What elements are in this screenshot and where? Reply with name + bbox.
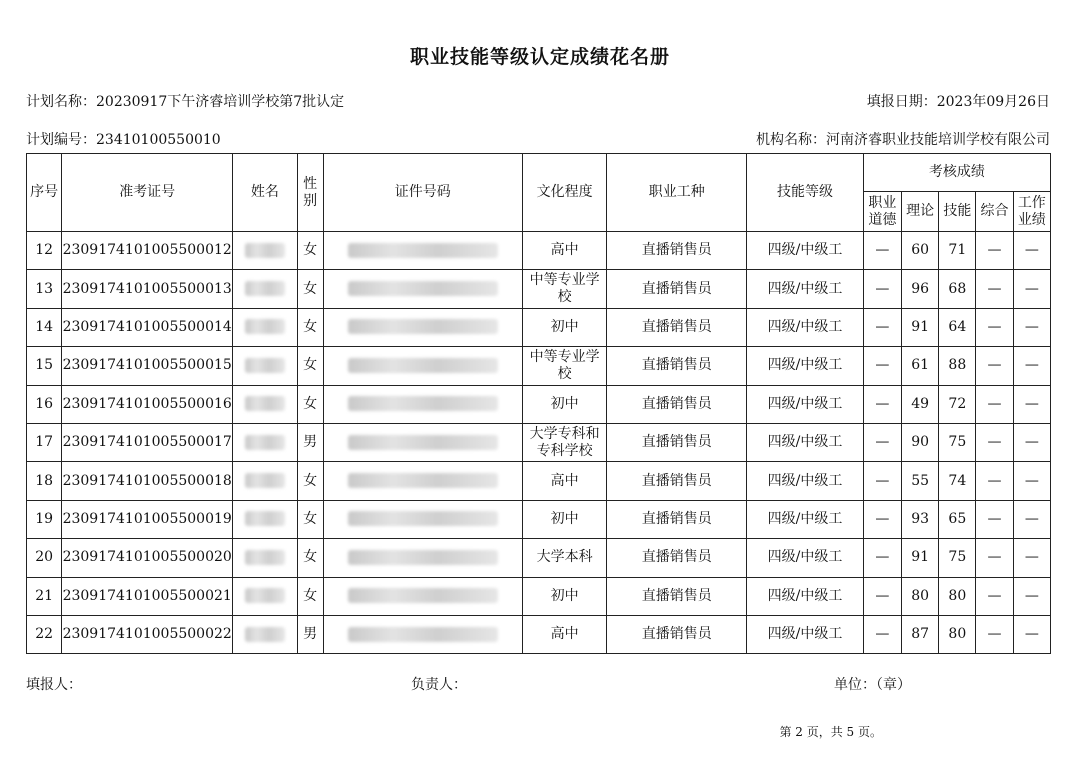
cell-ethics: —	[863, 347, 901, 385]
cell-ethics: —	[863, 462, 901, 500]
table-row	[27, 539, 1051, 577]
cell-theory: 61	[902, 347, 939, 385]
unit-seal-label: 单位：（章）	[834, 677, 911, 693]
header-overall: 综合	[976, 192, 1013, 232]
cell-gender: 女	[297, 500, 323, 538]
cell-exam-no: 2309174101005500015	[62, 347, 233, 385]
cell-theory: 91	[902, 539, 939, 577]
cell-exam-no: 2309174101005500013	[62, 270, 233, 308]
cell-level: 四级/中级工	[747, 270, 864, 308]
cell-ethics: —	[863, 385, 901, 423]
cell-overall: —	[976, 308, 1013, 346]
cell-occupation: 直播销售员	[607, 500, 747, 538]
cell-seq: 21	[27, 577, 62, 615]
cell-education: 中等专业学校	[522, 270, 606, 308]
cell-level: 四级/中级工	[747, 423, 864, 461]
id-cell-redacted	[323, 385, 522, 423]
cell-skill: 75	[939, 423, 976, 461]
header-exam-no: 准考证号	[62, 154, 233, 232]
name-cell-redacted	[233, 385, 297, 423]
cell-work: —	[1013, 539, 1050, 577]
cell-level: 四级/中级工	[747, 462, 864, 500]
cell-ethics: —	[863, 500, 901, 538]
table-header	[27, 154, 1051, 232]
cell-work: —	[1013, 308, 1050, 346]
header-gender: 性别	[297, 154, 323, 232]
cell-seq: 17	[27, 423, 62, 461]
cell-overall: —	[976, 423, 1013, 461]
name-cell-redacted	[233, 500, 297, 538]
cell-ethics: —	[863, 308, 901, 346]
cell-occupation: 直播销售员	[607, 462, 747, 500]
cell-exam-no: 2309174101005500017	[62, 423, 233, 461]
cell-ethics: —	[863, 270, 901, 308]
redacted-name	[245, 319, 285, 334]
cell-overall: —	[976, 577, 1013, 615]
cell-overall: —	[976, 385, 1013, 423]
cell-ethics: —	[863, 577, 901, 615]
header-ethics: 职业道德	[863, 192, 901, 232]
cell-theory: 60	[902, 232, 939, 270]
cell-gender: 男	[297, 423, 323, 461]
cell-level: 四级/中级工	[747, 577, 864, 615]
cell-seq: 13	[27, 270, 62, 308]
cell-overall: —	[976, 462, 1013, 500]
cell-occupation: 直播销售员	[607, 423, 747, 461]
cell-education: 大学本科	[522, 539, 606, 577]
redacted-name	[245, 550, 285, 565]
cell-theory: 80	[902, 577, 939, 615]
cell-level: 四级/中级工	[747, 232, 864, 270]
redacted-id-number	[348, 435, 498, 450]
redacted-id-number	[348, 588, 498, 603]
cell-occupation: 直播销售员	[607, 577, 747, 615]
cell-occupation: 直播销售员	[607, 385, 747, 423]
cell-occupation: 直播销售员	[607, 615, 747, 653]
cell-seq: 14	[27, 308, 62, 346]
cell-exam-no: 2309174101005500016	[62, 385, 233, 423]
plan-code: 计划编号：23410100550010	[26, 132, 221, 148]
cell-occupation: 直播销售员	[607, 539, 747, 577]
cell-work: —	[1013, 500, 1050, 538]
redacted-name	[245, 243, 285, 258]
cell-level: 四级/中级工	[747, 347, 864, 385]
fill-date: 填报日期：2023年09月26日	[866, 94, 1050, 110]
name-cell-redacted	[233, 270, 297, 308]
name-cell-redacted	[233, 232, 297, 270]
redacted-name	[245, 627, 285, 642]
table-row	[27, 500, 1051, 538]
header-work: 工作业绩	[1013, 192, 1050, 232]
cell-gender: 女	[297, 232, 323, 270]
cell-ethics: —	[863, 615, 901, 653]
cell-occupation: 直播销售员	[607, 347, 747, 385]
cell-education: 高中	[522, 232, 606, 270]
header-name: 姓名	[233, 154, 297, 232]
name-cell-redacted	[233, 539, 297, 577]
table-body	[27, 232, 1051, 654]
header-skill: 技能	[939, 192, 976, 232]
page-number: 第 2 页，共 5 页。	[779, 725, 882, 739]
name-cell-redacted	[233, 308, 297, 346]
cell-occupation: 直播销售员	[607, 308, 747, 346]
id-cell-redacted	[323, 347, 522, 385]
cell-overall: —	[976, 539, 1013, 577]
cell-theory: 55	[902, 462, 939, 500]
cell-gender: 女	[297, 539, 323, 577]
cell-work: —	[1013, 423, 1050, 461]
cell-occupation: 直播销售员	[607, 270, 747, 308]
cell-exam-no: 2309174101005500019	[62, 500, 233, 538]
cell-skill: 72	[939, 385, 976, 423]
cell-skill: 88	[939, 347, 976, 385]
cell-seq: 18	[27, 462, 62, 500]
redacted-id-number	[348, 396, 498, 411]
cell-gender: 女	[297, 462, 323, 500]
id-cell-redacted	[323, 577, 522, 615]
id-cell-redacted	[323, 270, 522, 308]
cell-gender: 女	[297, 385, 323, 423]
id-cell-redacted	[323, 539, 522, 577]
org-name: 机构名称：河南济睿职业技能培训学校有限公司	[756, 132, 1050, 148]
cell-theory: 93	[902, 500, 939, 538]
cell-education: 初中	[522, 385, 606, 423]
cell-ethics: —	[863, 423, 901, 461]
cell-skill: 65	[939, 500, 976, 538]
cell-skill: 68	[939, 270, 976, 308]
cell-education: 高中	[522, 462, 606, 500]
cell-overall: —	[976, 615, 1013, 653]
redacted-name	[245, 396, 285, 411]
cell-work: —	[1013, 232, 1050, 270]
cell-level: 四级/中级工	[747, 615, 864, 653]
cell-seq: 19	[27, 500, 62, 538]
cell-skill: 80	[939, 577, 976, 615]
table-row	[27, 462, 1051, 500]
redacted-id-number	[348, 473, 498, 488]
cell-level: 四级/中级工	[747, 500, 864, 538]
table-row	[27, 577, 1051, 615]
cell-work: —	[1013, 385, 1050, 423]
cell-education: 初中	[522, 500, 606, 538]
redacted-id-number	[348, 319, 498, 334]
cell-work: —	[1013, 577, 1050, 615]
header-seq: 序号	[27, 154, 62, 232]
cell-seq: 12	[27, 232, 62, 270]
cell-level: 四级/中级工	[747, 539, 864, 577]
redacted-id-number	[348, 511, 498, 526]
document-title: 职业技能等级认定成绩花名册	[409, 46, 670, 68]
cell-work: —	[1013, 615, 1050, 653]
redacted-id-number	[348, 550, 498, 565]
cell-skill: 64	[939, 308, 976, 346]
id-cell-redacted	[323, 232, 522, 270]
header-occupation: 职业工种	[607, 154, 747, 232]
header-theory: 理论	[902, 192, 939, 232]
cell-skill: 75	[939, 539, 976, 577]
name-cell-redacted	[233, 347, 297, 385]
table-row	[27, 270, 1051, 308]
cell-work: —	[1013, 347, 1050, 385]
redacted-name	[245, 588, 285, 603]
table-row	[27, 308, 1051, 346]
id-cell-redacted	[323, 308, 522, 346]
id-cell-redacted	[323, 423, 522, 461]
cell-gender: 女	[297, 270, 323, 308]
header-scores: 考核成绩	[863, 154, 1050, 192]
score-roster-table	[26, 153, 1051, 654]
cell-overall: —	[976, 347, 1013, 385]
header-id-no: 证件号码	[323, 154, 522, 232]
redacted-name	[245, 473, 285, 488]
redacted-name	[245, 435, 285, 450]
filler-label: 填报人：	[26, 677, 82, 693]
cell-theory: 87	[902, 615, 939, 653]
cell-education: 初中	[522, 577, 606, 615]
cell-level: 四级/中级工	[747, 308, 864, 346]
name-cell-redacted	[233, 577, 297, 615]
cell-education: 大学专科和专科学校	[522, 423, 606, 461]
name-cell-redacted	[233, 423, 297, 461]
cell-theory: 49	[902, 385, 939, 423]
cell-exam-no: 2309174101005500014	[62, 308, 233, 346]
cell-overall: —	[976, 500, 1013, 538]
plan-name: 计划名称：20230917下午济睿培训学校第7批认定	[26, 94, 345, 110]
cell-ethics: —	[863, 539, 901, 577]
redacted-id-number	[348, 243, 498, 258]
id-cell-redacted	[323, 615, 522, 653]
cell-skill: 74	[939, 462, 976, 500]
cell-seq: 15	[27, 347, 62, 385]
cell-gender: 女	[297, 577, 323, 615]
responsible-label: 负责人：	[411, 677, 467, 693]
redacted-name	[245, 358, 285, 373]
table-row	[27, 423, 1051, 461]
redacted-name	[245, 281, 285, 296]
redacted-id-number	[348, 358, 498, 373]
header-education: 文化程度	[522, 154, 606, 232]
cell-education: 初中	[522, 308, 606, 346]
cell-exam-no: 2309174101005500012	[62, 232, 233, 270]
cell-exam-no: 2309174101005500018	[62, 462, 233, 500]
cell-skill: 71	[939, 232, 976, 270]
cell-gender: 女	[297, 347, 323, 385]
table-row	[27, 615, 1051, 653]
id-cell-redacted	[323, 500, 522, 538]
cell-skill: 80	[939, 615, 976, 653]
cell-seq: 16	[27, 385, 62, 423]
redacted-id-number	[348, 281, 498, 296]
cell-seq: 20	[27, 539, 62, 577]
name-cell-redacted	[233, 462, 297, 500]
cell-exam-no: 2309174101005500022	[62, 615, 233, 653]
cell-occupation: 直播销售员	[607, 232, 747, 270]
cell-work: —	[1013, 270, 1050, 308]
cell-overall: —	[976, 270, 1013, 308]
table-row	[27, 385, 1051, 423]
cell-education: 高中	[522, 615, 606, 653]
redacted-name	[245, 511, 285, 526]
cell-education: 中等专业学校	[522, 347, 606, 385]
table-row	[27, 232, 1051, 270]
id-cell-redacted	[323, 462, 522, 500]
cell-exam-no: 2309174101005500021	[62, 577, 233, 615]
cell-theory: 96	[902, 270, 939, 308]
cell-ethics: —	[863, 232, 901, 270]
cell-exam-no: 2309174101005500020	[62, 539, 233, 577]
table-row	[27, 347, 1051, 385]
cell-level: 四级/中级工	[747, 385, 864, 423]
header-level: 技能等级	[747, 154, 864, 232]
cell-seq: 22	[27, 615, 62, 653]
cell-theory: 91	[902, 308, 939, 346]
redacted-id-number	[348, 627, 498, 642]
cell-overall: —	[976, 232, 1013, 270]
cell-work: —	[1013, 462, 1050, 500]
cell-gender: 男	[297, 615, 323, 653]
cell-gender: 女	[297, 308, 323, 346]
cell-theory: 90	[902, 423, 939, 461]
name-cell-redacted	[233, 615, 297, 653]
